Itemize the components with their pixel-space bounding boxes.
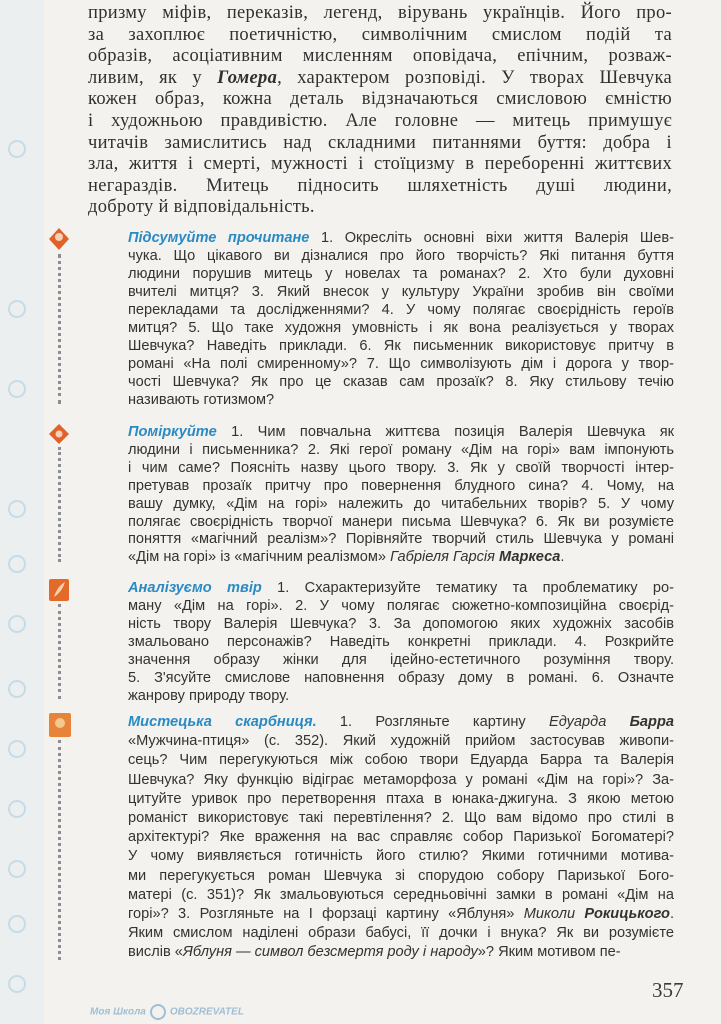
watermark [90, 1004, 244, 1020]
text-segment: 1. Чим повчальна життєва позиція Валерія Шевчука як [216, 424, 674, 440]
text-segment: Гомера [217, 67, 278, 88]
text-segment: Едуарда [548, 714, 630, 730]
text-line [128, 478, 674, 496]
text-segment: горі»? 3. Розгляньте на І форзаці картину «Яблуня» [128, 906, 524, 923]
section-divider [58, 740, 61, 960]
text-segment: Яким смислом наділені образи бабусі, її дочки і внука? Як ви розумієте [128, 925, 674, 942]
text-segment: полягає своєрідність творчої манери письма Шевчука? 6. Як ви розумієте [128, 513, 674, 530]
watermark-logo-icon [8, 975, 26, 993]
text-line [128, 391, 674, 409]
text-line [128, 633, 674, 651]
text-segment: жанрову природу твору. [128, 688, 290, 704]
text-segment: поняття «магічний реалізм»? Порівняйте творчий стиль Шевчука у романі [128, 531, 674, 548]
text-line [128, 751, 674, 770]
section-art-treasury [128, 713, 674, 963]
text-segment: людини порушив митець у новелах та романах? 2. Хто були духовні [128, 266, 674, 282]
section-summary [128, 229, 674, 409]
text-line [88, 46, 672, 68]
watermark-brand: OBOZREVATEL [169, 1006, 244, 1018]
text-segment: вислів « [128, 944, 183, 961]
text-line [128, 531, 674, 549]
text-segment: ману «Дім на горі». 2. У чому полягає сюжетно-композиційна своєрід- [128, 598, 674, 614]
text-segment: претував прозаїк притчу про повернення блудного сина? 4. Чому, на [128, 477, 674, 494]
text-line [128, 265, 674, 283]
text-line [88, 133, 672, 155]
text-segment: за захоплює поетичністю, символічним смислом подій та [88, 24, 672, 45]
text-segment: читачів замислитись над складними питаннями буття: добра і [88, 132, 672, 153]
text-line [128, 597, 674, 615]
text-segment: архітектурі? Яке враження на вас справляє собор Паризької Богоматері? [128, 829, 674, 846]
page-number: 357 [652, 978, 684, 1002]
text-line [128, 579, 674, 597]
text-line [128, 790, 674, 809]
watermark-logo-icon [8, 380, 26, 398]
section-divider [58, 254, 61, 404]
text-segment: ність твору Валерія Шевчука? 3. За допомогою яких художніх засобів [128, 616, 674, 632]
text-line [88, 3, 672, 25]
text-segment: Шевчука? Наведіть приклади. 6. Як письменник використовує притчу в [128, 338, 674, 354]
text-segment: цитуйте уривок про перетворення птаха в юнака-джигуна. З якою метою [128, 790, 674, 807]
text-line [128, 283, 674, 301]
text-line [128, 373, 674, 391]
watermark-logo-icon [8, 860, 26, 878]
text-line [128, 924, 674, 943]
text-line [128, 809, 674, 828]
text-segment: , характером розповіді. У творах Шевчука [277, 67, 672, 88]
text-segment: 1. Схарактеризуйте тематику та проблематику ро- [261, 580, 674, 596]
watermark-logo-icon [8, 300, 26, 318]
text-segment: призму міфів, переказів, легенд, вірувань українців. Його про- [88, 3, 672, 23]
text-line [128, 615, 674, 633]
text-segment: чості Шевчука? Як про це сказав сам прозаїк? 8. Яку стильову течію [128, 374, 674, 390]
text-segment: 1. Розгляньте картину [316, 714, 549, 730]
text-line [128, 460, 674, 478]
watermark-logo-icon [150, 1004, 166, 1020]
think-icon [48, 423, 70, 445]
text-segment: вашу думку, «Дім на горі» належить до читабельних творів? 5. У чому [128, 495, 674, 512]
text-segment: Шевчука? Яку функцію відіграє метаморфоза у романі «Дім на горі»? За- [128, 771, 674, 788]
text-segment: матері (с. 351)? Як змальовуються середньовічні замки в романі «Дім на [128, 886, 674, 903]
text-segment: сець? Чим перегукуються між собою твори Едуарда Барра та Валерія [128, 752, 674, 769]
text-segment: чука. Що цікавого ви дізналися про його творчість? Які питання буття [128, 248, 674, 264]
text-segment: . [560, 549, 565, 566]
text-line [128, 867, 674, 886]
section-divider [58, 447, 61, 562]
section-heading: Мистецька скарбниця. [128, 714, 317, 730]
text-line [128, 713, 674, 732]
text-segment: 1. Окресліть основні віхи життя Валерія Шев- [309, 230, 675, 246]
text-line [128, 732, 674, 751]
watermark-logo-icon [8, 555, 26, 573]
text-line [88, 25, 672, 47]
text-segment: перекладами та дослідженнями? 4. У чому полягає своєрідність героїв [128, 302, 674, 318]
text-line [128, 424, 674, 442]
text-segment: «Дім на горі» із «магічним реалізмом» [128, 549, 391, 566]
text-segment: Маркеса [499, 549, 561, 566]
text-line [128, 229, 674, 247]
section-analyze [128, 579, 674, 705]
watermark-logo-icon [8, 680, 26, 698]
section-divider [58, 604, 61, 699]
text-line [128, 847, 674, 866]
text-segment: зла, життя і смерті, мужності і стоїцизму в переборенні життєвих [88, 154, 672, 175]
text-segment: . [669, 906, 674, 923]
text-segment: ливим, як у [88, 67, 218, 88]
art-treasury-icon [48, 712, 70, 734]
text-line [88, 68, 672, 90]
text-segment: У чому виявляється готичність його стилю? Якими готичними мотива- [128, 848, 674, 865]
text-segment: ми перегукується роман Шевчука зі спорудою собору Паризької Бого- [128, 867, 674, 884]
watermark-brand: Моя Школа [90, 1006, 146, 1018]
text-line [128, 943, 674, 962]
text-line [128, 442, 674, 460]
text-line [128, 337, 674, 355]
text-line [128, 355, 674, 373]
text-segment: доброту й відповідальність. [88, 197, 315, 218]
text-line [128, 651, 674, 669]
text-line [88, 89, 672, 111]
text-line [128, 496, 674, 514]
text-segment: Миколи [523, 906, 585, 923]
quill-icon [48, 578, 70, 600]
text-segment: і художньою правдивістю. Але головне — митець примушує [88, 110, 672, 131]
text-line [128, 687, 674, 705]
section-heading: Підсумуйте прочитане [128, 230, 310, 246]
text-line [128, 669, 674, 687]
watermark-logo-icon [8, 500, 26, 518]
watermark-logo-icon [8, 800, 26, 818]
text-segment: романіст використовує такі перевтілення? 2. Що вам відомо про стилі в [128, 810, 674, 827]
watermark-logo-icon [8, 140, 26, 158]
text-segment: значення образу жінки для ідейно-естетичного розуміння твору. [128, 652, 674, 668]
text-line [128, 905, 674, 924]
text-segment: Барра [629, 714, 674, 730]
body-paragraph [88, 3, 672, 219]
text-segment: кожен образ, кожна деталь відзначаються смисловою ємністю [88, 89, 672, 110]
text-segment: змальовано персонажів? Наведіть конкретні приклади. 4. Розкрийте [128, 634, 674, 650]
text-line [88, 197, 672, 219]
text-line [128, 319, 674, 337]
text-line [128, 828, 674, 847]
text-line [88, 176, 672, 198]
text-segment: митця? 5. Що таке художня умовність і як вона реалізується у творах [128, 320, 674, 336]
text-line [128, 247, 674, 265]
watermark-logo-icon [8, 615, 26, 633]
section-heading: Аналізуємо твір [128, 580, 262, 596]
text-segment: Яблуня — символ безсмертя роду і народу [182, 944, 478, 961]
text-line [128, 301, 674, 319]
text-segment: образів, асоціативним мисленням оповідача, епічним, розваж- [88, 46, 672, 67]
text-segment: Габріеля Гарсія [390, 549, 500, 566]
text-segment: романі «На полі смиренному»? 7. Що символізують дім і дорога у твор- [128, 356, 674, 372]
watermark-logo-icon [8, 915, 26, 933]
text-segment: негараздів. Митець підносить шляхетність душі людини, [88, 175, 672, 196]
text-line [128, 886, 674, 905]
text-segment: »? Яким мотивом пе- [477, 944, 621, 961]
section-heading: Поміркуйте [128, 424, 217, 440]
watermark-logo-icon [8, 740, 26, 758]
text-segment: називають готизмом? [128, 392, 275, 408]
text-segment: і чим саме? Поясніть назву цього твору. 3. Як у своїй творчості інтер- [128, 459, 674, 476]
text-segment: 5. З'ясуйте смислове наповнення образу дому в романі. 6. Означте [128, 670, 674, 686]
text-segment: «Мужчина-птиця» (с. 352). Який художній прийом застосував живопи- [128, 733, 674, 750]
text-line [128, 549, 674, 567]
text-segment: вчителі митця? 3. Який внесок у культуру України зробив він своїми [128, 284, 674, 300]
section-think [128, 424, 674, 567]
text-line [88, 111, 672, 133]
text-segment: Рокицького [584, 906, 670, 923]
text-line [128, 771, 674, 790]
text-line [128, 514, 674, 532]
text-line [88, 154, 672, 176]
summary-icon [48, 226, 70, 248]
text-segment: людини і письменника? 2. Які герої роману «Дім на горі» вам імпонують [128, 441, 674, 458]
